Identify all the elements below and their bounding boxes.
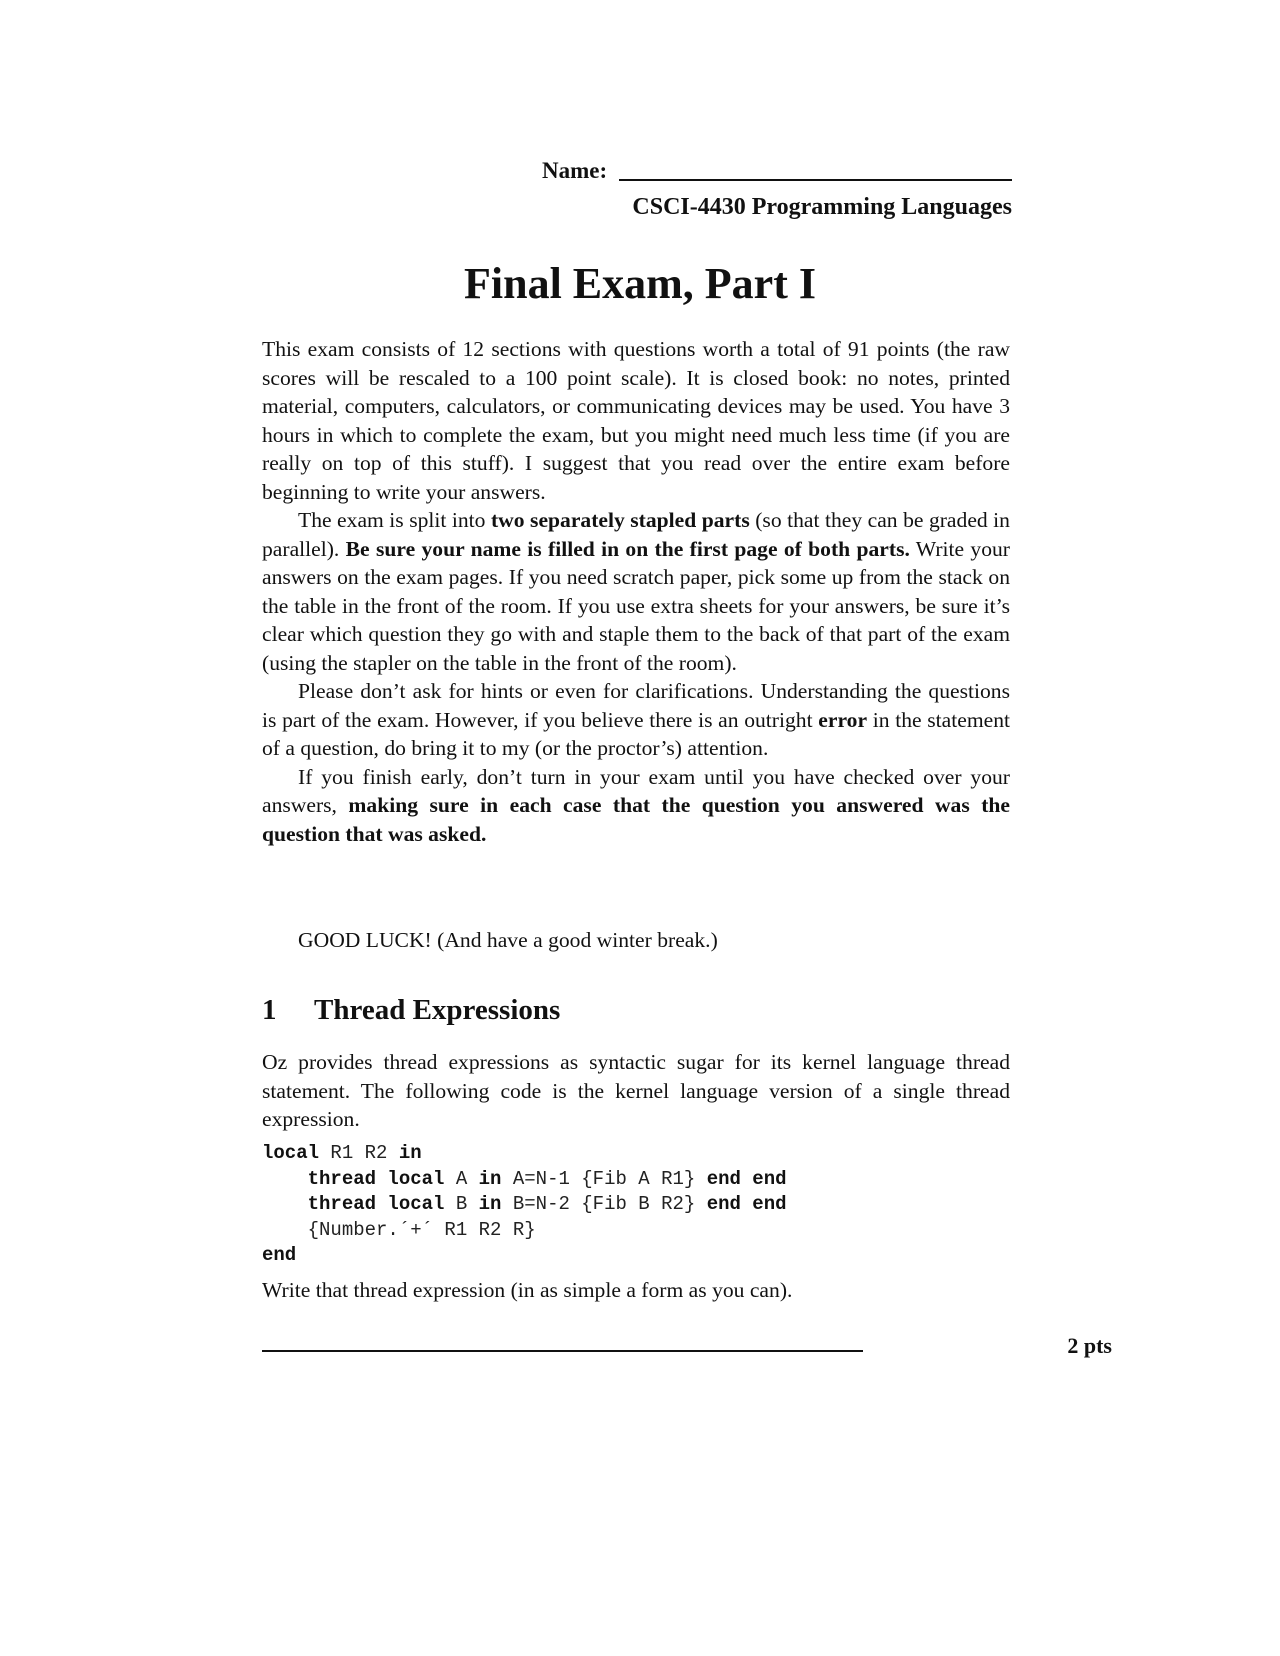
code-text: B=N-2 {Fib B R2} (501, 1193, 707, 1215)
p3-text-b: in the statement of a question, do bring it to my (or the proctor’s) attention. (262, 707, 1010, 760)
code-text: B (444, 1193, 479, 1215)
code-text: {Number.´+´ R1 R2 R} (307, 1218, 536, 1241)
instructions (262, 335, 1010, 848)
p4-text: If you finish early, don’t turn in your exam until you have checked over your answers, (262, 764, 1010, 817)
name-input-line[interactable] (619, 179, 1012, 181)
section-title: Thread Expressions (314, 994, 561, 1026)
instructions-paragraph-2 (262, 506, 1010, 677)
p3-bold: error (818, 707, 868, 732)
p4-bold: making sure in each case that the question you answered was the question that was asked. (262, 793, 1010, 846)
question-text: Write that thread expression (in as simple a form as you can). (262, 1278, 793, 1302)
answer-line[interactable] (262, 1350, 863, 1352)
p2-bold-a: two separately stapled parts (490, 508, 750, 532)
code-keyword: in (478, 1167, 502, 1190)
section-1-heading (262, 992, 560, 1028)
code-keyword: in (398, 1142, 422, 1164)
code-keyword: thread local (307, 1167, 445, 1190)
instructions-paragraph-4 (262, 763, 1010, 849)
p2-text-c: Write your answers on the exam pages. If you need scratch paper, pick some up from the stack on the table in the front of the room. If you use extra sheets for your answers, be sure it’s clear which question they go with and staple them to the back of that part of the exam (using the stapler on the table in the front of the room). (262, 536, 1010, 675)
name-field-row (542, 150, 1012, 184)
code-text: A (444, 1167, 479, 1190)
instructions-paragraph-1: This exam consists of 12 sections with questions worth a total of 91 points (the raw scores will be rescaled to a 100 point scale). It is closed book: no notes, printed material, computers, calculators, or communicating devices may be used. You have 3 hours in which to complete the exam, but you might need much less time (if you are really on top of this stuff). I suggest that you read over the entire exam before beginning to write your answers. (262, 337, 1010, 504)
section-number: 1 (262, 994, 277, 1026)
code-text: R1 R2 (319, 1142, 399, 1164)
points-label: 2 pts (1067, 1333, 1112, 1358)
good-luck-text: GOOD LUCK! (And have a good winter break.) (298, 928, 718, 952)
exam-title: Final Exam, Part I (464, 259, 816, 308)
code-block (262, 1141, 787, 1269)
p2-text-b: (so that they can be graded in parallel). (262, 508, 1010, 561)
code-text: A=N-1 {Fib A R1} (501, 1167, 707, 1190)
p3-text-a: Please don’t ask for hints or even for clarifications. Understanding the questions is part of the exam. However, if you believe there is an outright (262, 679, 1010, 732)
p2-bold-b: Be sure your name is filled in on the first page of both parts. (345, 536, 910, 561)
p2-text-a: The exam is split into (298, 508, 491, 532)
instructions-paragraph-3 (262, 677, 1010, 763)
code-keyword: thread local (307, 1193, 445, 1215)
code-keyword: local (262, 1142, 320, 1164)
course-title: CSCI-4430 Programming Languages (632, 194, 1012, 220)
code-keyword: in (478, 1193, 502, 1215)
code-keyword: end end (706, 1193, 787, 1215)
code-keyword: end (262, 1244, 297, 1266)
code-keyword: end end (706, 1167, 787, 1190)
section-1-intro: Oz provides thread expressions as syntactic sugar for its kernel language thread statement. The following code is the kernel language version of a single thread expression. (262, 1050, 1010, 1131)
name-label: Name: (542, 158, 608, 183)
